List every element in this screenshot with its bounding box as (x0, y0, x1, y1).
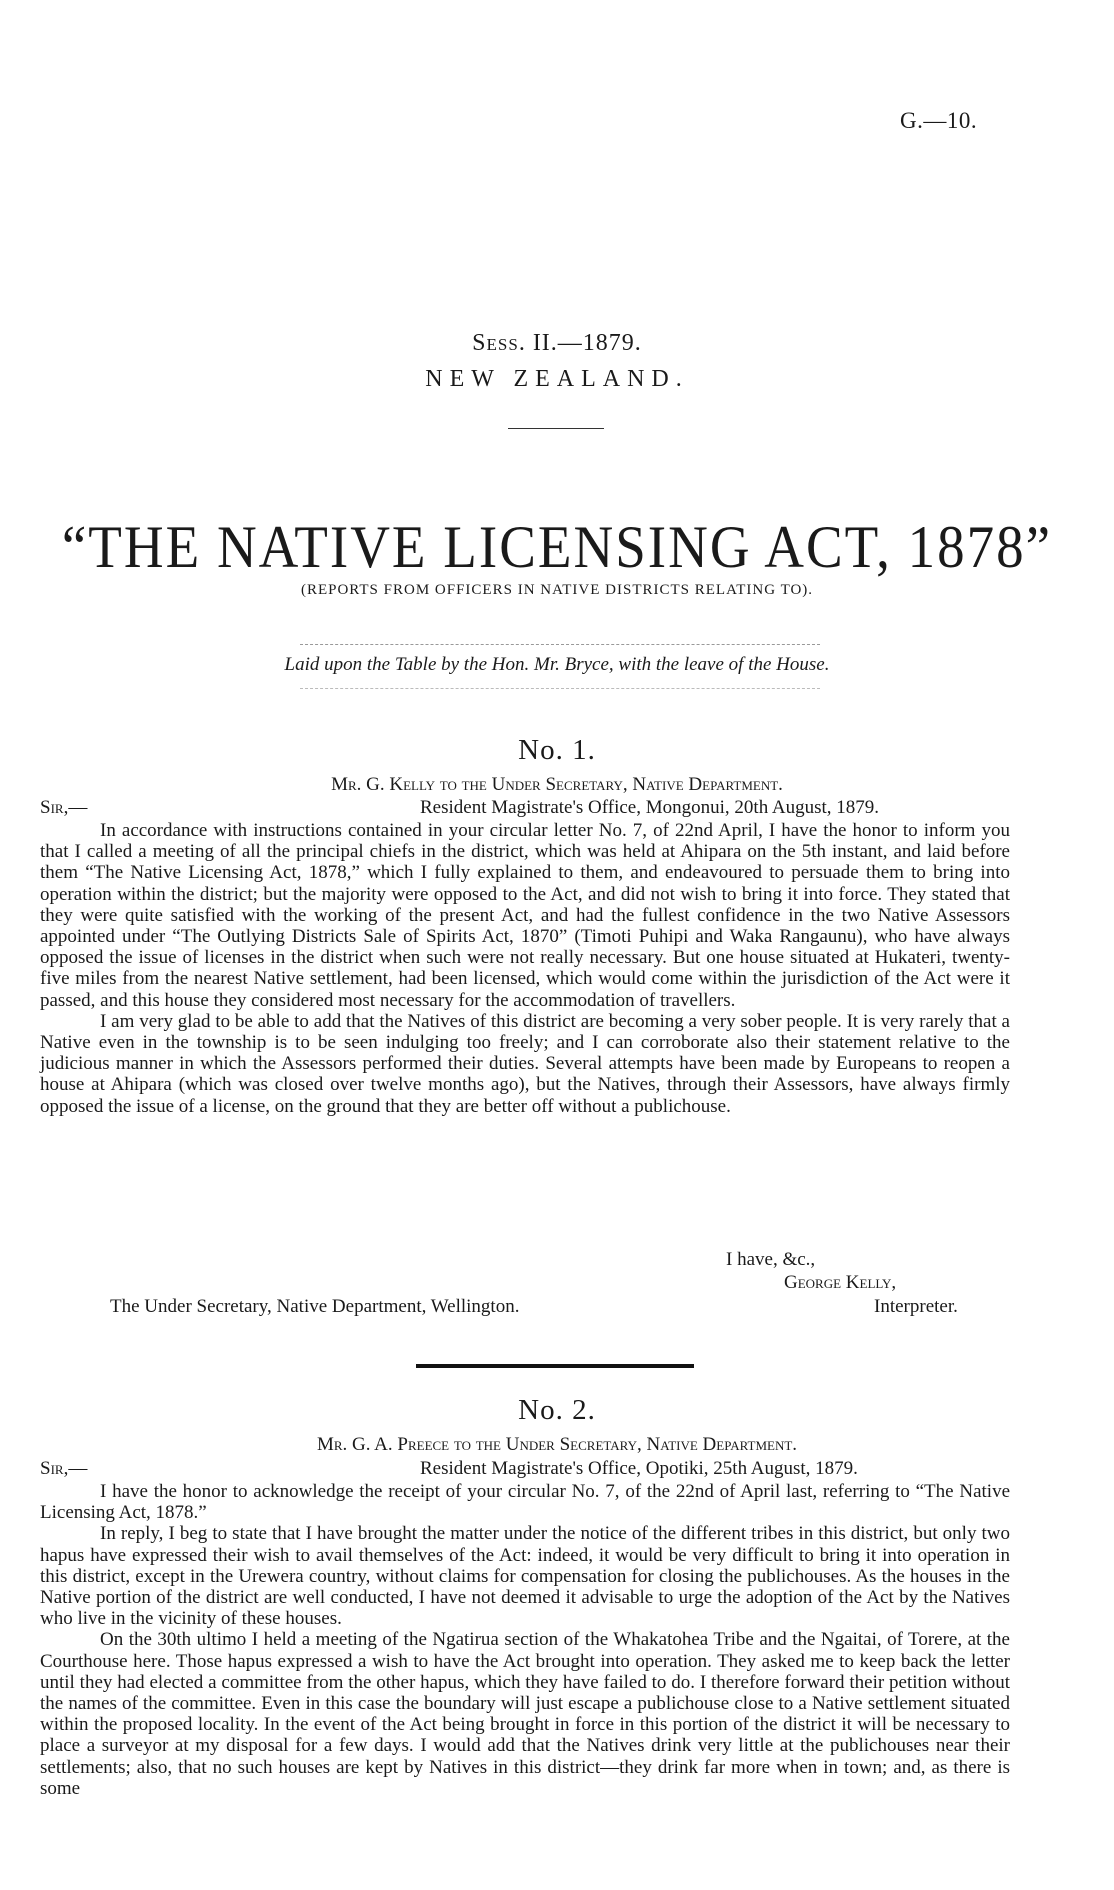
session-line: Sess. II.—1879. (472, 330, 642, 356)
letter-1-address: Resident Magistrate's Office, Mongonui, 20th August, 1879. (420, 797, 880, 818)
letter-1-salutation: Sir,— (40, 797, 88, 818)
letter-2-paragraph-1: I have the honor to acknowledge the receipt of your circular No. 7, of the 22nd of April last, referring to “The Native Licensing Act, 1878.” (40, 1481, 1010, 1524)
page-reference: G.—10. (900, 108, 978, 133)
letter-2-paragraph-2: In reply, I beg to state that I have brought the matter under the notice of the different tribes in this district, but only two hapus have expressed their wish to avail themselves of the Act: indeed, it would be very difficult to bring it into operation in this district, except in the Urewera country, without claims for compensation for closing the publichouses. As the houses in the Native portion of the district are well conducted, I have not deemed it advisable to urge the adoption of the Act by the Natives who live in the vicinity of these houses. (40, 1523, 1010, 1630)
letter-2-paragraph-3: On the 30th ultimo I held a meeting of the Ngatirua section of the Whakatohea Tribe and the Ngaitai, of Torere, at the Courthouse here. Those hapus expressed a wish to have the Act brought into operation. They asked me to keep back the letter until they had elected a committee from the other hapus, which they have failed to do. I therefore forward their petition without the names of the committee. Even in this case the boundary will just escape a publichouse close to a Native settlement situated within the proposed locality. In the event of the Act being brought in force in this portion of the district it will be necessary to place a surveyor at my disposal for a few days. I would add that the Natives drink very little at the publichouses near their settlements; also, that no such houses are kept by Natives in this district—they drink far more when in town; and, as there is some (40, 1629, 1010, 1799)
letter-2-address: Resident Magistrate's Office, Opotiki, 25th August, 1879. (420, 1458, 858, 1479)
letter-1-signatory-title: Interpreter. (874, 1296, 958, 1317)
letter-2-from-to: Mr. G. A. Preece to the Under Secretary, Native Department. (316, 1434, 798, 1455)
letter-1-paragraph-1: In accordance with instructions contained in your circular letter No. 7, of 22nd April, I have the honor to inform you that I called a meeting of all the principal chiefs in the district, which was held at Ahipara on the 5th instant, and laid before them “The Native Licensing Act, 1878,” which I fully explained to them, and endeavoured to persuade them to bring into operation within the district; but the majority were opposed to the Act, and did not wish to bring it into force. They stated that they were quite satisfied with the working of the present Act, and had the fullest confidence in the two Native Assessors appointed under “The Outlying Districts Sale of Spirits Act, 1870” (Timoti Puhipi and Waka Rangaunu), who have always opposed the issue of licenses in the district when such were not really necessary. But one house situated at Hukateri, twenty-five miles from the nearest Native settlement, had been licensed, which would come within the jurisdiction of the Act were it passed, and this house they considered most necessary for the accommodation of travellers. (40, 820, 1010, 1011)
letter-1-body (40, 820, 1010, 1117)
letter-1-number: No. 1. (518, 734, 596, 766)
document-subtitle: (REPORTS FROM OFFICERS IN NATIVE DISTRICTS RELATING TO). (300, 582, 814, 598)
letter-1-closing: I have, &c., (726, 1249, 816, 1270)
divider-dashed-bottom (300, 688, 820, 689)
divider-dashed-top (300, 644, 820, 645)
divider-short (508, 428, 604, 429)
laid-on-table-line: Laid upon the Table by the Hon. Mr. Bryce, with the leave of the House. (284, 654, 830, 675)
letter-2-body (40, 1481, 1010, 1799)
letter-1-paragraph-2: I am very glad to be able to add that the Natives of this district are becoming a very sober people. It is very rarely that a Native even in the township is to be seen indulging too freely; and I can corroborate also their statement relative to the judicious manner in which the Assessors performed their duties. Several attempts have been made by Europeans to reopen a house at Ahipara (which was closed over twelve months ago), but the Natives, through their Assessors, have always firmly opposed the issue of a license, on the ground that they are better off without a publichouse. (40, 1010, 1010, 1117)
letter-2-salutation: Sir,— (40, 1458, 88, 1479)
country-line: NEW ZEALAND. (425, 366, 689, 392)
letter-1-signature: George Kelly, (784, 1272, 897, 1293)
letter-1-addressee: The Under Secretary, Native Department, Wellington. (110, 1296, 520, 1317)
letter-1-from-to: Mr. G. Kelly to the Under Secretary, Native Department. (331, 774, 783, 795)
document-title: “THE NATIVE LICENSING ACT, 1878” (61, 513, 1053, 581)
letter-2-number: No. 2. (518, 1394, 596, 1426)
divider-heavy (416, 1364, 694, 1368)
